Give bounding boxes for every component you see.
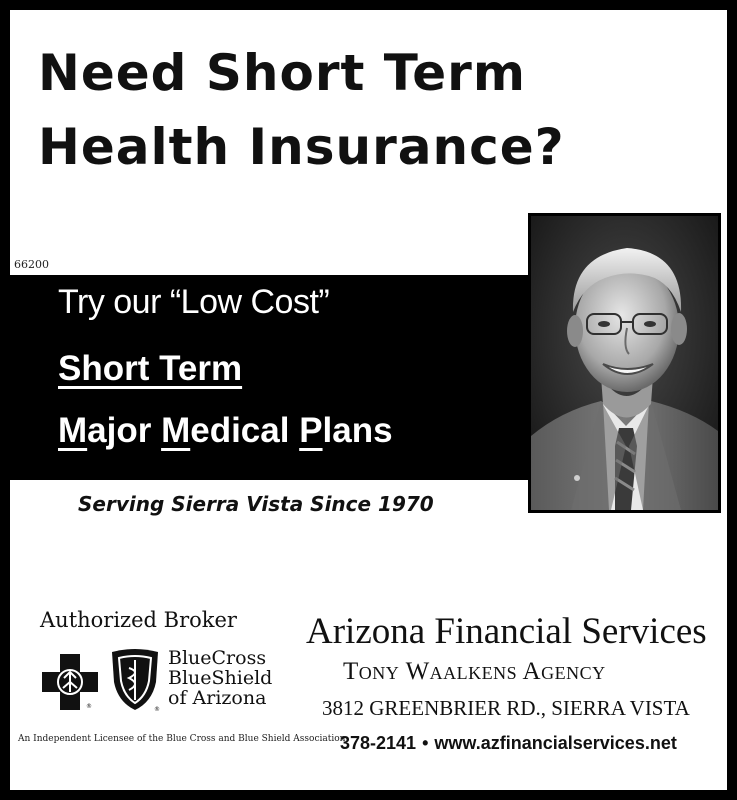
agent-portrait	[528, 213, 721, 513]
offer-word-ajor: ajor	[87, 411, 162, 450]
offer-word-lans: lans	[322, 411, 393, 450]
ad-frame	[10, 10, 727, 790]
headline	[38, 36, 565, 184]
licensee-note: An Independent Licensee of the Blue Cross and Blue Shield Association	[18, 734, 346, 744]
street-address: 3812 GREENBRIER RD., SIERRA VISTA	[322, 696, 690, 720]
offer-line-2: Short Term	[58, 349, 243, 388]
bcbs-line-2: BlueShield	[168, 667, 273, 689]
offer-cap-m2: M	[161, 411, 191, 450]
bullet-separator: •	[422, 733, 429, 753]
offer-cap-m1: M	[58, 411, 88, 450]
offer-word-edical: edical	[190, 411, 300, 450]
authorized-broker: Authorized Broker	[40, 608, 237, 632]
company-name: Arizona Financial Services	[306, 611, 707, 652]
phone-number: 378-2141	[340, 733, 417, 753]
offer-cap-p: P	[299, 411, 323, 450]
svg-text:®: ®	[86, 703, 92, 710]
serving-tagline: Serving Sierra Vista Since 1970	[78, 492, 434, 516]
blue-cross-icon	[42, 654, 98, 710]
agent-portrait-image	[531, 216, 718, 510]
offer-band	[10, 275, 530, 480]
agency-name: Tony Waalkens Agency	[343, 658, 606, 685]
ad-number: 66200	[14, 258, 49, 271]
svg-text:®: ®	[154, 706, 160, 712]
bcbs-line-3: of Arizona	[168, 687, 267, 709]
contact-line	[340, 733, 677, 754]
headline-line-1: Need Short Term	[38, 44, 526, 102]
offer-line-1: Try our “Low Cost”	[58, 283, 330, 321]
offer-line-3	[58, 411, 393, 451]
bcbs-line-1: BlueCross	[168, 647, 267, 669]
headline-line-2: Health Insurance?	[38, 118, 565, 176]
bcbs-wordmark	[168, 648, 272, 708]
website-link[interactable]: www.azfinancialservices.net	[434, 733, 677, 753]
blue-shield-icon	[108, 648, 162, 712]
